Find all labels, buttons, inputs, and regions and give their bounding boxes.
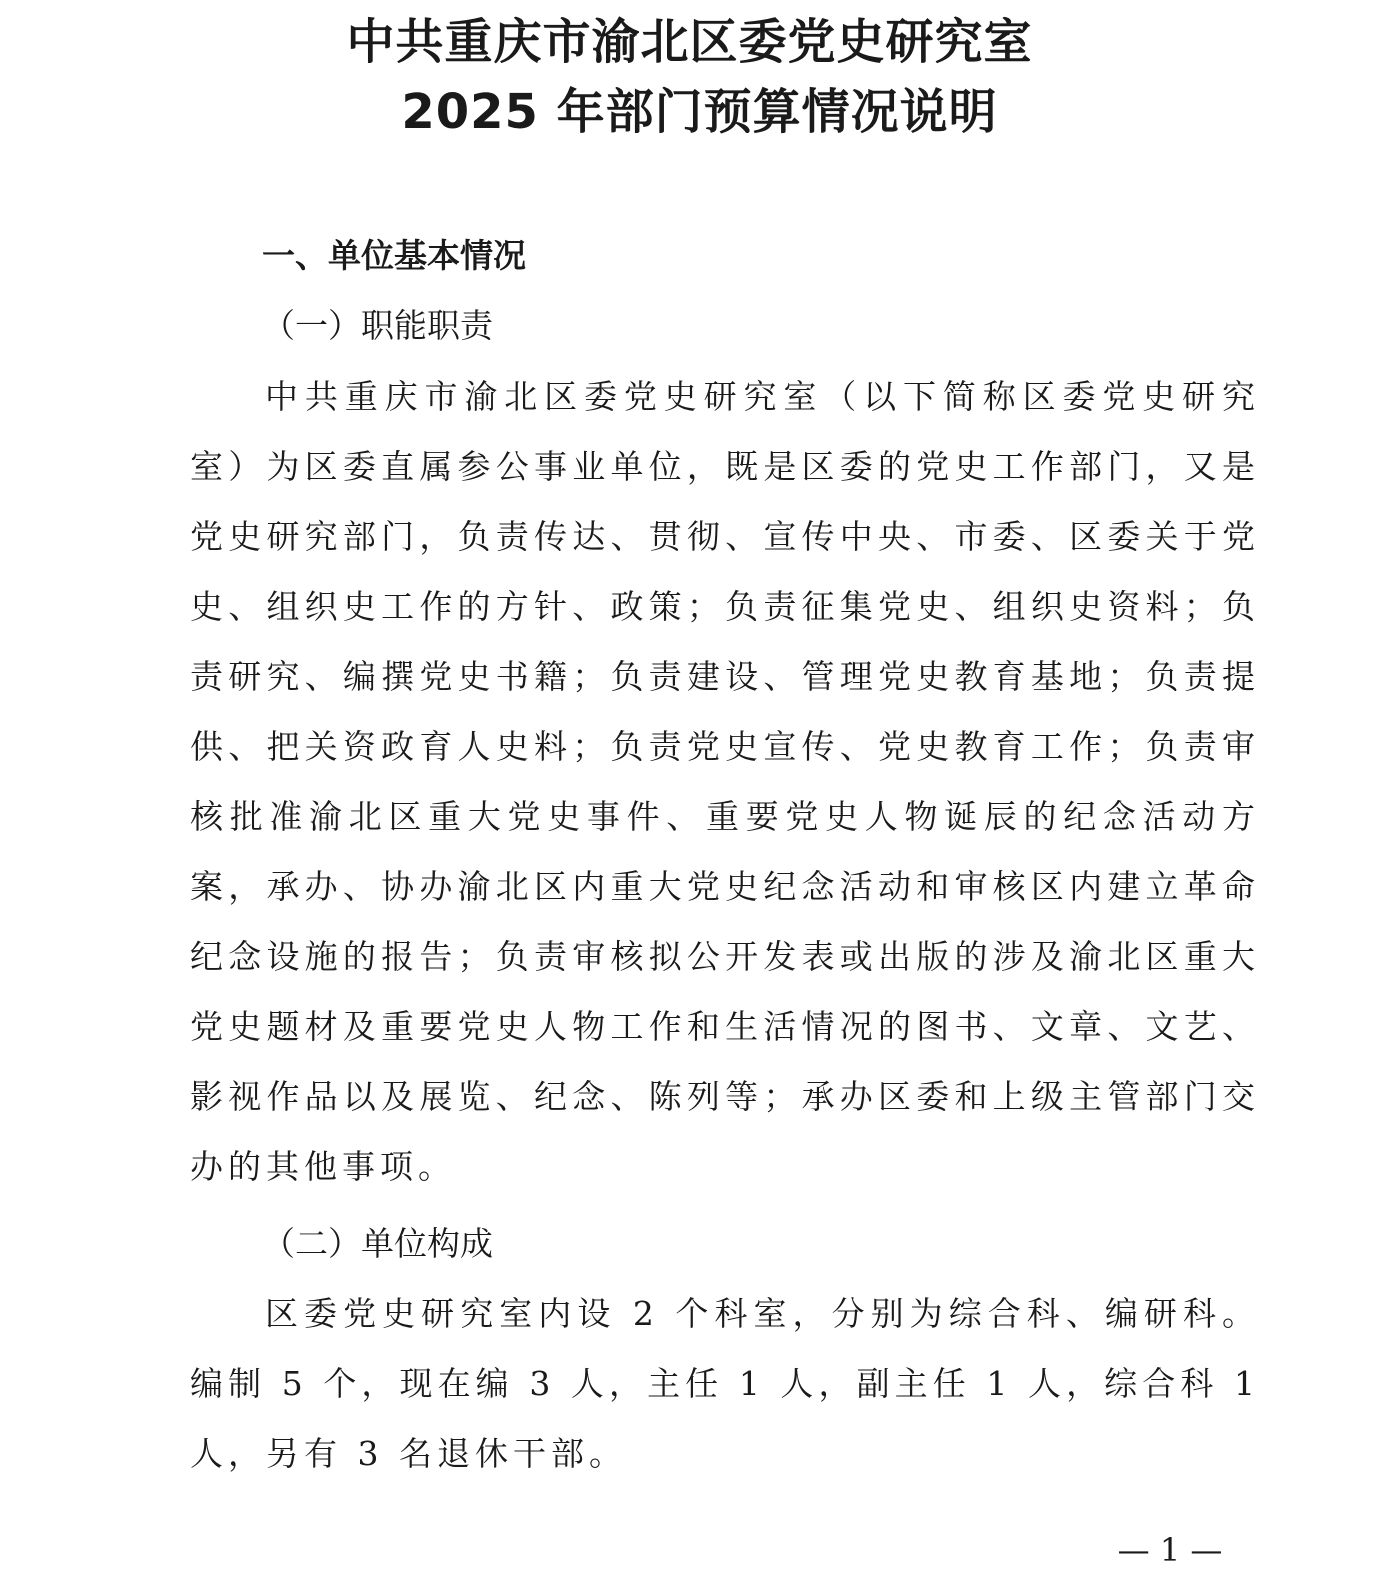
subsection-heading-functions: （一）职能职责 (262, 306, 493, 345)
section-heading-basic-info: 一、单位基本情况 (262, 236, 526, 275)
document-title-line1: 中共重庆市渝北区委党史研究室 (346, 14, 1033, 70)
paragraph-functions: 中共重庆市渝北区委党史研究室（以下简称区委党史研究室）为区委直属参公事业单位，既是区委的党史工作部门，又是党史研究部门，负责传达、贯彻、宣传中央、市委、区委关于党史、组织史工作的方针、政策；负责征集党史、组织史资料；负责研究、编撰党史书籍；负责建设、管理党史教育基地；负责提供、把关资政育人史料；负责党史宣传、党史教育工作；负责审核批准渝北区重大党史事件、重要党史人物诞辰的纪念活动方案，承办、协办渝北区内重大党史纪念活动和审核区内建立革命纪念设施的报告；负责审核拟公开发表或出版的涉及渝北区重大党史题材及重要党史人物工作和生活情况的图书、文章、文艺、影视作品以及展览、纪念、陈列等；承办区委和上级主管部门交办的其他事项。 (190, 377, 1260, 1186)
page-number: — 1 — (1117, 1531, 1223, 1569)
document-title-line2: 2025 年部门预算情况说明 (401, 84, 998, 140)
subsection-heading-composition: （二）单位构成 (262, 1224, 493, 1263)
paragraph-composition: 区委党史研究室内设 2 个科室，分别为综合科、编研科。编制 5 个，现在编 3 人，主任 1 人，副主任 1 人，综合科 1 人，另有 3 名退休干部。 (190, 1294, 1260, 1473)
